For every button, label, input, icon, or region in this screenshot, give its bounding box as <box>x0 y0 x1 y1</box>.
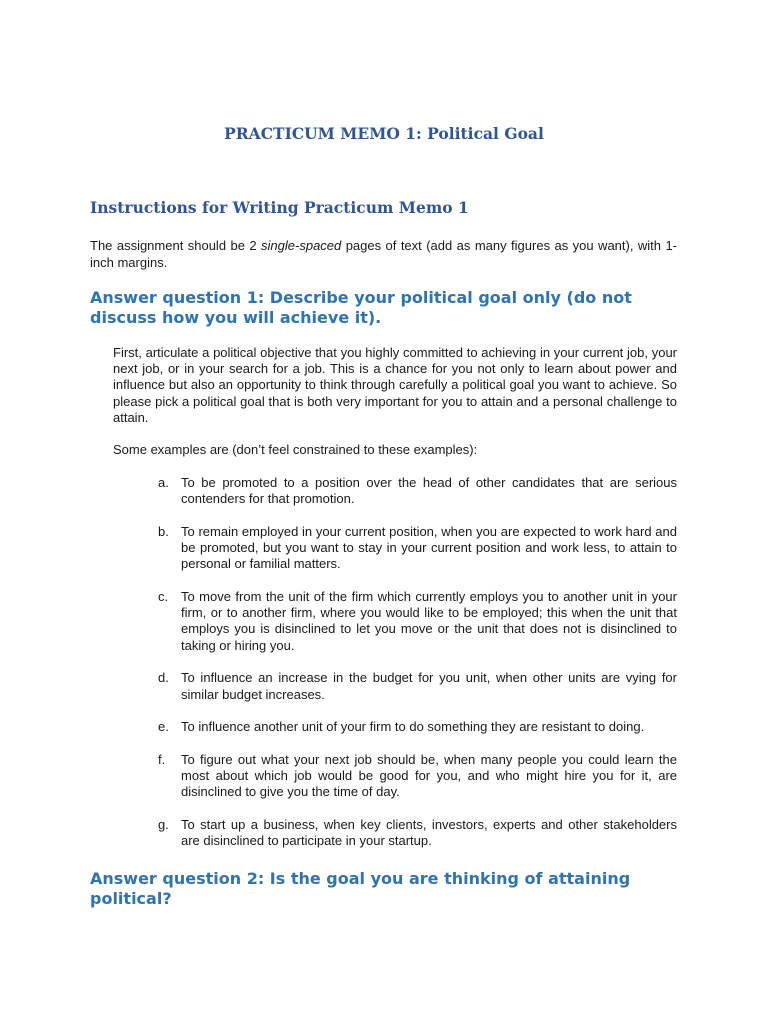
list-marker: e. <box>158 719 169 735</box>
question-1-paragraph: First, articulate a political objective that you highly committed to achieving in your current job, your next job, or in your search for a job. This is a chance for you not only to learn about power and influence but also an opportunity to think through carefully a political goal you want to achieve. So please pick a political goal that is both very important for you to attain and a personal challenge to attain. <box>113 345 677 425</box>
list-item-text: To remain employed in your current position, when you are expected to work hard and be promoted, but you want to stay in your current position and work less, to attain to personal or familial matters. <box>181 523 677 572</box>
list-marker: g. <box>158 817 169 833</box>
list-item-text: To influence another unit of your firm to do something they are resistant to doing. <box>181 719 645 735</box>
question-1-heading: Answer question 1: Describe your political goal only (do not discuss how you will achieve it). <box>90 288 632 327</box>
assignment-intro <box>90 237 677 271</box>
list-marker: b. <box>158 523 169 539</box>
list-item <box>158 719 677 735</box>
list-item <box>158 670 677 702</box>
list-item-text: To figure out what your next job should be, when many people you could learn the most about which job would be good for you, and who might hire you for it, are disinclined to give you the time of day. <box>181 751 677 800</box>
question-2-heading: Answer question 2: Is the goal you are thinking of attaining political? <box>90 869 631 908</box>
list-item <box>158 475 677 507</box>
intro-text-before: The assignment should be 2 <box>90 238 262 253</box>
list-item <box>158 524 677 573</box>
intro-text-after: pages of text (add as many figures as you want), with 1-inch margins. <box>90 238 677 270</box>
list-marker: a. <box>158 475 169 490</box>
list-item-text: To be promoted to a position over the head of other candidates that are serious contenders for that promotion. <box>181 475 677 507</box>
list-item-text: To move from the unit of the firm which currently employs you to another unit in your firm, or to another firm, where you would like to be employed; this when the unit that employs you is disinclined to let you move or the unit that does not is disinclined to taking or hiring you. <box>181 589 677 653</box>
list-item <box>158 589 677 654</box>
list-item-text: To start up a business, when key clients, investors, experts and other stakeholders are disinclined to participate in your startup. <box>181 817 677 849</box>
list-item <box>158 752 677 801</box>
list-marker: c. <box>158 589 169 605</box>
document-title: PRACTICUM MEMO 1: Political Goal <box>224 124 544 143</box>
list-item <box>158 817 677 849</box>
list-marker: f. <box>158 751 166 767</box>
examples-intro: Some examples are (don’t feel constrained to these examples): <box>113 442 478 457</box>
instructions-heading: Instructions for Writing Practicum Memo 1 <box>90 198 469 217</box>
list-item-text: To influence an increase in the budget for you unit, when other units are vying for similar budget increases. <box>181 670 677 702</box>
list-marker: d. <box>158 670 169 686</box>
examples-list <box>158 475 677 849</box>
intro-emphasis: single-spaced <box>261 238 342 253</box>
